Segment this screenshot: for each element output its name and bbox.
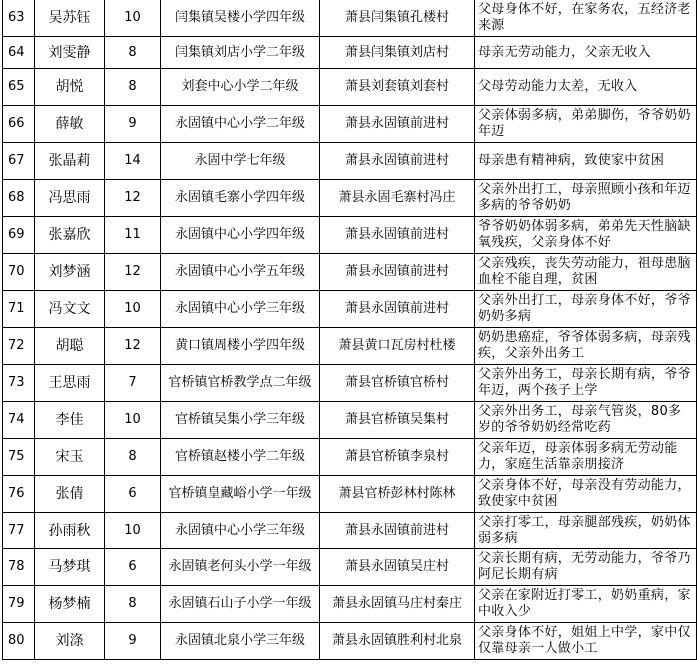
- row-number: 69: [3, 217, 35, 254]
- row-number: 73: [3, 365, 35, 402]
- student-name: 王思雨: [35, 365, 105, 402]
- row-number: 79: [3, 586, 35, 623]
- student-name: 胡聪: [35, 328, 105, 365]
- school-grade: 闫集镇刘店小学二年级: [161, 37, 320, 69]
- row-number: 66: [3, 106, 35, 143]
- student-age: 10: [105, 402, 161, 439]
- home-address: 萧县官桥镇李泉村: [320, 439, 475, 476]
- home-address: 萧县闫集镇刘店村: [320, 37, 475, 69]
- student-age: 14: [105, 143, 161, 180]
- hardship-description: 奶奶患癌症，爷爷体弱多病，母亲残疾，父亲外出务工: [475, 328, 697, 365]
- school-grade: 永固镇老何头小学一年级: [161, 549, 320, 586]
- student-age: 12: [105, 180, 161, 217]
- table-row: [3, 623, 697, 660]
- school-grade: 官桥镇赵楼小学二年级: [161, 439, 320, 476]
- school-grade: 永固中学七年级: [161, 143, 320, 180]
- school-grade: 官桥镇官桥教学点二年级: [161, 365, 320, 402]
- hardship-description: 父亲外出打工，母亲身体不好，爷爷奶奶多病: [475, 291, 697, 328]
- student-age: 9: [105, 623, 161, 660]
- student-name: 张晶莉: [35, 143, 105, 180]
- home-address: 萧县官桥镇吴集村: [320, 402, 475, 439]
- table-row: [3, 143, 697, 180]
- student-name: 刘梦涵: [35, 254, 105, 291]
- table-row: [3, 513, 697, 549]
- home-address: 萧县官桥镇官桥村: [320, 365, 475, 402]
- student-age: 10: [105, 513, 161, 549]
- table-row: [3, 37, 697, 69]
- student-age: 8: [105, 586, 161, 623]
- student-age: 6: [105, 549, 161, 586]
- hardship-description: 父母身体不好，在家务农，五经济老来源: [475, 0, 697, 37]
- hardship-description: 父亲残疾，丧失劳动能力，祖母患脑血栓不能自理，贫困: [475, 254, 697, 291]
- school-grade: 官桥镇吴集小学三年级: [161, 402, 320, 439]
- school-grade: 刘套中心小学二年级: [161, 69, 320, 106]
- hardship-description: 爷爷奶奶体弱多病，弟弟先天性脑缺氧残疾，父亲身体不好: [475, 217, 697, 254]
- table-row: [3, 365, 697, 402]
- student-age: 11: [105, 217, 161, 254]
- school-grade: 永固镇石山子小学一年级: [161, 586, 320, 623]
- student-age: 9: [105, 106, 161, 143]
- home-address: 萧县黄口瓦房村杜楼: [320, 328, 475, 365]
- student-age: 8: [105, 37, 161, 69]
- school-grade: 永固镇中心小学三年级: [161, 291, 320, 328]
- row-number: 63: [3, 0, 35, 37]
- home-address: 萧县永固镇马庄村秦庄: [320, 586, 475, 623]
- home-address: 萧县永固镇前进村: [320, 217, 475, 254]
- row-number: 77: [3, 513, 35, 549]
- hardship-description: 父亲外出务工，母亲气管炎，80多岁的爷爷奶奶经常吃药: [475, 402, 697, 439]
- student-name: 宋玉: [35, 439, 105, 476]
- school-grade: 永固镇北泉小学三年级: [161, 623, 320, 660]
- table-row: [3, 476, 697, 513]
- student-name: 薛敏: [35, 106, 105, 143]
- row-number: 72: [3, 328, 35, 365]
- table-row: [3, 217, 697, 254]
- table-row: [3, 106, 697, 143]
- row-number: 68: [3, 180, 35, 217]
- hardship-description: 父亲身体不好，姐姐上中学，家中仅仅靠母亲一人做小工: [475, 623, 697, 660]
- student-name: 孙雨秋: [35, 513, 105, 549]
- student-name: 胡悦: [35, 69, 105, 106]
- school-grade: 闫集镇吴楼小学四年级: [161, 0, 320, 37]
- hardship-description: 父亲长期有病，无劳动能力，爷爷乃阿尼长期有病: [475, 549, 697, 586]
- table-row: [3, 180, 697, 217]
- student-name: 冯思雨: [35, 180, 105, 217]
- student-age: 6: [105, 476, 161, 513]
- home-address: 萧县永固镇胜利村北泉: [320, 623, 475, 660]
- student-name: 杨梦楠: [35, 586, 105, 623]
- student-table: [2, 0, 697, 660]
- hardship-description: 父母劳动能力太差，无收入: [475, 69, 697, 106]
- hardship-description: 父亲年迈，母亲体弱多病无劳动能力，家庭生活靠亲朋接济: [475, 439, 697, 476]
- table-row: [3, 439, 697, 476]
- hardship-description: 父亲外出务工，母亲长期有病，爷爷年迈，两个孩子上学: [475, 365, 697, 402]
- home-address: 萧县永固镇前进村: [320, 291, 475, 328]
- row-number: 75: [3, 439, 35, 476]
- student-name: 刘雯静: [35, 37, 105, 69]
- row-number: 67: [3, 143, 35, 180]
- home-address: 萧县永固镇前进村: [320, 143, 475, 180]
- table-row: [3, 586, 697, 623]
- student-age: 10: [105, 0, 161, 37]
- hardship-description: 母亲无劳动能力，父亲无收入: [475, 37, 697, 69]
- hardship-description: 父亲身体不好，母亲没有劳动能力，致使家中贫困: [475, 476, 697, 513]
- school-grade: 永固镇中心小学二年级: [161, 106, 320, 143]
- school-grade: 官桥镇皇藏峪小学一年级: [161, 476, 320, 513]
- student-name: 张嘉欣: [35, 217, 105, 254]
- school-grade: 永固镇中心小学四年级: [161, 217, 320, 254]
- table-row: [3, 254, 697, 291]
- student-name: 吴苏钰: [35, 0, 105, 37]
- hardship-description: 母亲患有精神病，致使家中贫困: [475, 143, 697, 180]
- row-number: 74: [3, 402, 35, 439]
- table-row: [3, 402, 697, 439]
- home-address: 萧县永固镇前进村: [320, 513, 475, 549]
- school-grade: 永固镇中心小学五年级: [161, 254, 320, 291]
- hardship-description: 父亲体弱多病，弟弟脚伤，爷爷奶奶年迈: [475, 106, 697, 143]
- row-number: 76: [3, 476, 35, 513]
- home-address: 萧县永固镇前进村: [320, 106, 475, 143]
- row-number: 71: [3, 291, 35, 328]
- row-number: 70: [3, 254, 35, 291]
- student-age: 10: [105, 291, 161, 328]
- school-grade: 永固镇毛寨小学四年级: [161, 180, 320, 217]
- table-row: [3, 549, 697, 586]
- student-age: 12: [105, 328, 161, 365]
- home-address: 萧县永固镇吴庄村: [320, 549, 475, 586]
- table-row: [3, 328, 697, 365]
- student-age: 8: [105, 69, 161, 106]
- student-age: 7: [105, 365, 161, 402]
- student-name: 李佳: [35, 402, 105, 439]
- row-number: 78: [3, 549, 35, 586]
- hardship-description: 父亲外出打工，母亲照顾小孩和年迈多病的爷爷奶奶: [475, 180, 697, 217]
- home-address: 萧县官桥彭林村陈林: [320, 476, 475, 513]
- student-name: 冯文文: [35, 291, 105, 328]
- student-name: 刘涤: [35, 623, 105, 660]
- student-name: 张倩: [35, 476, 105, 513]
- home-address: 萧县永固镇前进村: [320, 254, 475, 291]
- hardship-description: 父亲打零工，母亲腿部残疾，奶奶体弱多病: [475, 513, 697, 549]
- school-grade: 永固镇中心小学三年级: [161, 513, 320, 549]
- row-number: 65: [3, 69, 35, 106]
- home-address: 萧县永固毛寨村冯庄: [320, 180, 475, 217]
- table-row: [3, 291, 697, 328]
- table-row: [3, 69, 697, 106]
- school-grade: 黄口镇周楼小学四年级: [161, 328, 320, 365]
- table-row: [3, 0, 697, 37]
- student-table-body: [3, 0, 697, 660]
- row-number: 80: [3, 623, 35, 660]
- row-number: 64: [3, 37, 35, 69]
- hardship-description: 父亲在家附近打零工，奶奶重病，家中收入少: [475, 586, 697, 623]
- student-age: 12: [105, 254, 161, 291]
- student-age: 8: [105, 439, 161, 476]
- student-name: 马梦琪: [35, 549, 105, 586]
- home-address: 萧县闫集镇孔楼村: [320, 0, 475, 37]
- home-address: 萧县刘套镇刘套村: [320, 69, 475, 106]
